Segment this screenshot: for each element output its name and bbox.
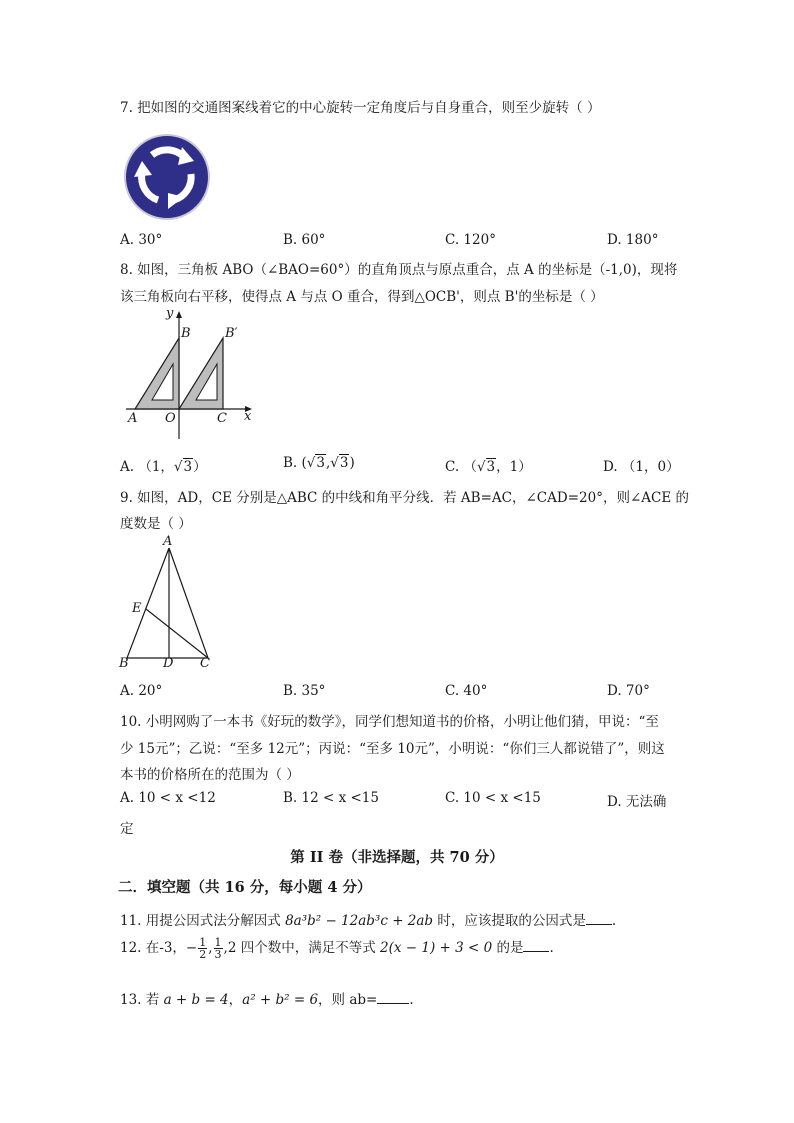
q8-option-a[interactable]: A. （1，√3）: [120, 459, 207, 475]
q10-option-d-wrap: 定: [120, 821, 134, 837]
fig8-label-o: O: [165, 411, 176, 426]
q12-text: 12. 在-3，− $\frac{1}{2}$ , $\frac{1}{3}$ ,2 四个数中，满足不等式 2(x − 1) + 3 < 0 的是 .: [120, 936, 554, 961]
fig9-label-e: E: [132, 601, 142, 616]
q8-option-b[interactable]: B. (√3,√3): [283, 455, 355, 471]
section2-title: 二．填空题（共 16 分，每小题 4 分）: [118, 879, 372, 896]
q10-option-b[interactable]: B. 12 < x <15: [283, 790, 379, 806]
q9-option-a[interactable]: A. 20°: [120, 683, 163, 699]
q8-line1: 8. 如图，三角板 ABO（∠BAO=60°）的直角顶点与原点重合，点 A 的坐标是（-1,0)，现将: [120, 262, 678, 278]
fig8-label-b: B: [181, 326, 191, 341]
q12-answer-blank[interactable]: [523, 939, 549, 952]
q7-option-a[interactable]: A. 30°: [120, 232, 163, 248]
q7-option-d[interactable]: D. 180°: [607, 232, 659, 248]
q7-option-c[interactable]: C. 120°: [445, 232, 496, 248]
roundabout-sign-icon: [122, 133, 212, 221]
q7-text: 7. 把如图的交通图案线着它的中心旋转一定角度后与自身重合，则至少旋转（ ）: [120, 100, 601, 116]
fig9-label-b: B: [119, 656, 129, 671]
q8-line2: 该三角板向右平移，使得点 A 与点 O 重合，得到△OCB'，则点 B'的坐标是（ ）: [120, 289, 604, 305]
q10-line2: 少 15元”；乙说：“至多 12元”；丙说：“至多 10元”，小明说：“你们三人都说错了”，则这: [120, 741, 665, 757]
q10-option-a[interactable]: A. 10 < x <12: [120, 790, 216, 806]
fig8-label-y: y: [166, 306, 174, 321]
fig9-label-c: C: [200, 656, 210, 671]
q8-option-d[interactable]: D. （1，0）: [603, 459, 680, 475]
q9-line1: 9. 如图，AD，CE 分别是△ABC 的中线和角平分线．若 AB=AC，∠CAD=20°，则∠ACE 的: [120, 490, 689, 506]
q9-option-c[interactable]: C. 40°: [445, 683, 488, 699]
q11-answer-blank[interactable]: [586, 912, 612, 925]
q12-fraction-third: $\frac{1}{3}$: [214, 936, 222, 961]
q10-option-c[interactable]: C. 10 < x <15: [445, 790, 541, 806]
q10-line3: 本书的价格所在的范围为（ ）: [120, 767, 300, 783]
fig8-label-c: C: [217, 411, 227, 426]
fig9-label-a: A: [163, 534, 173, 549]
q8-figure: [124, 308, 260, 440]
fig8-label-x: x: [244, 409, 252, 424]
fig9-label-d: D: [163, 656, 174, 671]
q13-text: 13. 若 a + b = 4，a² + b² = 6，则 ab= .: [120, 992, 414, 1008]
fig8-label-a: A: [128, 411, 138, 426]
q9-figure: [116, 534, 216, 674]
q8-option-c[interactable]: C. （√3，1）: [445, 459, 532, 475]
part2-title: 第 II 卷（非选择题，共 70 分）: [290, 849, 504, 866]
q10-option-d[interactable]: D. 无法确: [607, 794, 667, 810]
q12-fraction-half: $\frac{1}{2}$: [199, 936, 207, 961]
q10-line1: 10. 小明网购了一本书《好玩的数学》，同学们想知道书的价格，小明让他们猜，甲说：“至: [120, 714, 659, 730]
q9-line2: 度数是（ ）: [120, 516, 192, 532]
q9-option-b[interactable]: B. 35°: [283, 683, 326, 699]
q7-option-b[interactable]: B. 60°: [283, 232, 326, 248]
fig8-label-bprime: B′: [225, 326, 238, 341]
q9-option-d[interactable]: D. 70°: [607, 683, 650, 699]
q13-answer-blank[interactable]: [377, 991, 409, 1004]
q11-text: 11. 用提公因式法分解因式 8a³b² − 12ab³c + 2ab 时，应该提取的公因式是 .: [120, 913, 617, 929]
